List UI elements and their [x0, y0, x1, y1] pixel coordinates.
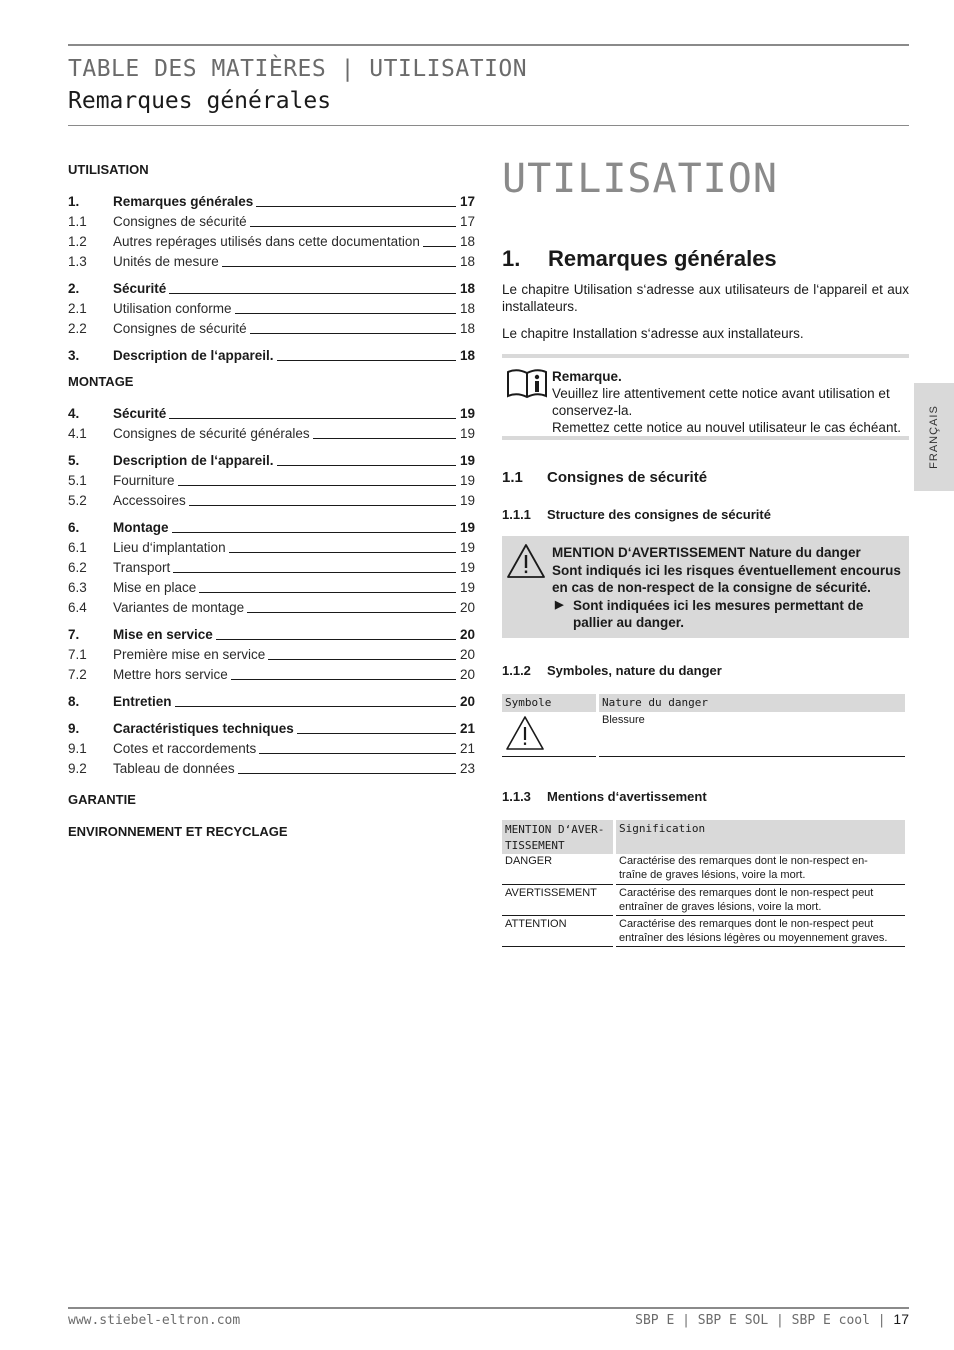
toc-entry-label: Utilisation conforme	[113, 301, 232, 316]
toc-leader-line	[268, 659, 456, 660]
toc-entry-label: Première mise en service	[113, 647, 266, 662]
table-header-text: MENTION D‘AVER-	[505, 823, 605, 836]
toc-entry-page: 19	[459, 520, 475, 535]
meaning-line: Caractérise des remarques dont le non-respect peut	[619, 887, 874, 899]
note-line-1: Veuillez lire attentivement cette notice avant utilisation et conservez-la.	[552, 386, 890, 418]
toc-entry-label: Mise en service	[113, 627, 213, 642]
toc-entry-page: 23	[459, 761, 475, 776]
toc-entry-label: Sécurité	[113, 406, 167, 421]
subsubsection-heading-mentions	[502, 789, 707, 804]
subsubsection-title: Symboles, nature du danger	[547, 663, 722, 678]
warning-description: Sont indiqués ici les risques éventuellement encourus en cas de non-respect de la consigne de sécurité.	[552, 562, 901, 595]
toc-entry[interactable]	[68, 449, 475, 469]
toc-entry-page: 19	[459, 580, 475, 595]
toc-entry-label: Consignes de sécurité	[113, 321, 247, 336]
toc-entry-page: 21	[459, 721, 475, 736]
toc-entry-label: Fourniture	[113, 473, 175, 488]
table-cell-meaning	[616, 918, 905, 947]
toc-section-title: GARANTIE	[68, 792, 136, 807]
toc-entry-number: 2.1	[68, 301, 87, 316]
toc-entry-number: 5.2	[68, 493, 87, 508]
toc-entry-number: 2.	[68, 281, 80, 296]
toc-entry-page: 19	[459, 426, 475, 441]
subsection-heading	[502, 469, 707, 486]
toc-section-title: UTILISATION	[68, 162, 149, 177]
toc-entry-number: 6.2	[68, 560, 87, 575]
subsubsection-number: 1.1.1	[502, 507, 531, 522]
toc-entry[interactable]	[68, 623, 475, 643]
chapter-title: UTILISATION	[502, 156, 778, 202]
warning-title: MENTION D‘AVERTISSEMENT Nature du danger	[552, 545, 861, 560]
toc-entry[interactable]	[68, 690, 475, 710]
toc-entry-page: 19	[459, 560, 475, 575]
toc-entry-number: 3.	[68, 348, 80, 363]
toc-entry[interactable]	[68, 556, 475, 576]
toc-entry-page: 19	[459, 406, 475, 421]
table-cell-meaning	[616, 855, 905, 885]
table-cell-nature: Blessure	[599, 712, 905, 757]
toc-leader-line	[216, 639, 456, 640]
toc-leader-line	[173, 572, 456, 573]
toc-section-title: MONTAGE	[68, 374, 134, 389]
toc-leader-line	[423, 246, 456, 247]
toc-entry-label: Variantes de montage	[113, 600, 245, 615]
toc-entry[interactable]	[68, 230, 475, 250]
book-info-icon	[506, 366, 548, 400]
toc-entry-page: 20	[459, 667, 475, 682]
toc-gap	[68, 509, 475, 516]
section-number: 1.	[502, 246, 521, 271]
language-tab-label: FRANÇAIS	[928, 405, 940, 469]
table-header-cell	[502, 820, 613, 854]
toc-entry-label: Caractéristiques techniques	[113, 721, 294, 736]
table-cell-term: DANGER	[502, 855, 613, 885]
toc-entry-number: 1.	[68, 194, 80, 209]
toc-gap	[68, 337, 475, 344]
toc-entry-label: Accessoires	[113, 493, 186, 508]
toc-entry[interactable]	[68, 277, 475, 297]
toc-entry-page: 18	[459, 301, 475, 316]
meaning-line: entraîner des lésions légères ou moyennement graves.	[619, 931, 888, 944]
footer-rule	[68, 1307, 909, 1309]
subsubsection-heading-symbols	[502, 663, 722, 678]
mentions-table	[502, 820, 905, 948]
toc-entry-number: 5.1	[68, 473, 87, 488]
table-header-cell: Symbole	[502, 694, 596, 712]
toc-entry[interactable]	[68, 469, 475, 489]
toc-entry[interactable]	[68, 210, 475, 230]
toc-entry-page: 20	[459, 600, 475, 615]
section-title: Remarques générales	[548, 246, 777, 271]
toc-entry-label: Description de l‘appareil.	[113, 348, 274, 363]
toc-leader-line	[169, 293, 456, 294]
table-cell-term: ATTENTION	[502, 918, 613, 947]
toc-entry[interactable]	[68, 402, 475, 422]
toc-entry-number: 8.	[68, 694, 80, 709]
toc-leader-line	[172, 532, 457, 533]
toc-entry[interactable]	[68, 596, 475, 616]
intro-paragraph-2: Le chapitre Installation s‘adresse aux installateurs.	[502, 326, 804, 341]
toc-entry-page: 18	[459, 254, 475, 269]
subsubsection-number: 1.1.2	[502, 663, 531, 678]
toc-leader-line	[297, 733, 456, 734]
warning-text	[552, 544, 906, 632]
toc-entry[interactable]	[68, 536, 475, 556]
toc-entry-number: 5.	[68, 453, 80, 468]
toc-entry-label: Entretien	[113, 694, 172, 709]
toc-entry[interactable]	[68, 663, 475, 683]
toc-leader-line	[229, 552, 456, 553]
toc-entry-page: 18	[459, 234, 475, 249]
table-header-cell: Signification	[616, 820, 905, 854]
toc-leader-line	[259, 753, 456, 754]
toc-entry-page: 20	[459, 647, 475, 662]
toc-leader-line	[189, 505, 456, 506]
toc-entry-number: 4.1	[68, 426, 87, 441]
toc-entry-page: 18	[459, 348, 475, 363]
subsection-number: 1.1	[502, 469, 523, 486]
note-text	[552, 368, 905, 436]
toc-entry-number: 1.2	[68, 234, 87, 249]
toc-entry[interactable]	[68, 717, 475, 737]
toc-gap	[68, 616, 475, 623]
subsubsection-number: 1.1.3	[502, 789, 531, 804]
toc-entry-label: Mettre hors service	[113, 667, 228, 682]
toc-gap	[68, 442, 475, 449]
subsubsection-heading-structure	[502, 507, 771, 522]
toc-entry-label: Transport	[113, 560, 171, 575]
toc-entry-label: Mise en place	[113, 580, 197, 595]
warning-triangle-icon	[506, 542, 546, 580]
toc-leader-line	[222, 266, 456, 267]
warning-bullet	[552, 597, 906, 632]
toc-entry-page: 18	[459, 281, 475, 296]
header-chapter: TABLE DES MATIÈRES | UTILISATION	[68, 56, 528, 82]
toc-entry-number: 6.4	[68, 600, 87, 615]
note-line-2: Remettez cette notice au nouvel utilisateur le cas échéant.	[552, 420, 901, 435]
toc-entry-page: 17	[459, 194, 475, 209]
toc-entry[interactable]	[68, 422, 475, 442]
toc-entry-number: 7.1	[68, 647, 87, 662]
toc-entry-number: 6.	[68, 520, 80, 535]
intro-paragraph-1: Le chapitre Utilisation s‘adresse aux utilisateurs de l‘appareil et aux installateurs.	[502, 282, 909, 314]
subsection-title: Consignes de sécurité	[547, 469, 708, 486]
toc-leader-line	[169, 418, 456, 419]
toc-leader-line	[178, 485, 456, 486]
toc-entry-number: 9.2	[68, 761, 87, 776]
language-tab	[914, 383, 954, 491]
toc-entry-number: 6.1	[68, 540, 87, 555]
toc-leader-line	[250, 226, 456, 227]
toc-entry[interactable]	[68, 516, 475, 536]
footer-page-number: 17	[893, 1311, 909, 1327]
toc-entry-label: Consignes de sécurité générales	[113, 426, 310, 441]
toc-entry-number: 6.3	[68, 580, 87, 595]
note-box	[502, 354, 909, 440]
toc-entry-number: 1.3	[68, 254, 87, 269]
footer-website: www.stiebel-eltron.com	[68, 1313, 241, 1328]
toc-entry-label: Description de l‘appareil.	[113, 453, 274, 468]
subsubsection-title: Mentions d‘avertissement	[547, 789, 707, 804]
toc-entry-label: Tableau de données	[113, 761, 235, 776]
toc-entry-page: 20	[459, 627, 475, 642]
toc-entry[interactable]	[68, 190, 475, 210]
toc-entry[interactable]	[68, 344, 475, 364]
table-cell-meaning	[616, 887, 905, 916]
toc-entry-number: 2.2	[68, 321, 87, 336]
header-rule-bottom	[68, 125, 909, 126]
toc-entry-label: Unités de mesure	[113, 254, 219, 269]
warning-box	[502, 536, 909, 638]
toc-gap	[68, 683, 475, 690]
toc-leader-line	[199, 592, 456, 593]
toc-leader-line	[235, 313, 456, 314]
toc-entry[interactable]	[68, 576, 475, 596]
symbols-table	[502, 694, 905, 758]
footer-models	[635, 1311, 909, 1328]
toc-entry-label: Remarques générales	[113, 194, 254, 209]
table-header-text: TISSEMENT	[505, 839, 565, 852]
toc-entry-page: 18	[459, 321, 475, 336]
toc-leader-line	[247, 612, 456, 613]
table-cell-symbol	[502, 712, 596, 757]
toc-entry-page: 20	[459, 694, 475, 709]
toc-entry[interactable]	[68, 737, 475, 757]
toc-leader-line	[256, 206, 456, 207]
toc-entry-number: 7.	[68, 627, 80, 642]
toc-entry-number: 9.	[68, 721, 80, 736]
toc-section-title: ENVIRONNEMENT ET RECYCLAGE	[68, 824, 288, 839]
toc-entry-label: Sécurité	[113, 281, 167, 296]
toc-entry-label: Cotes et raccordements	[113, 741, 257, 756]
toc-entry-page: 19	[459, 493, 475, 508]
warning-bullet-text: Sont indiquées ici les mesures permettant de pallier au danger.	[573, 597, 864, 630]
toc-entry-number: 7.2	[68, 667, 87, 682]
table-of-contents	[68, 162, 475, 852]
header-section: Remarques générales	[68, 88, 332, 114]
toc-entry-page: 19	[459, 540, 475, 555]
footer-models-text: SBP E | SBP E SOL | SBP E cool |	[635, 1313, 886, 1328]
toc-leader-line	[277, 360, 456, 361]
toc-gap	[68, 270, 475, 277]
toc-entry-page: 19	[459, 473, 475, 488]
toc-entry-label: Consignes de sécurité	[113, 214, 247, 229]
toc-entry-number: 4.	[68, 406, 80, 421]
table-header-cell: Nature du danger	[599, 694, 905, 712]
toc-leader-line	[277, 465, 456, 466]
toc-leader-line	[250, 333, 456, 334]
toc-entry[interactable]	[68, 489, 475, 509]
meaning-line: Caractérise des remarques dont le non-respect en-	[619, 855, 868, 867]
toc-leader-line	[238, 773, 456, 774]
toc-entry[interactable]	[68, 757, 475, 777]
arrow-right-icon: ▶	[555, 598, 564, 611]
toc-entry[interactable]	[68, 643, 475, 663]
toc-entry-label: Montage	[113, 520, 169, 535]
toc-entry[interactable]	[68, 297, 475, 317]
toc-leader-line	[313, 438, 456, 439]
toc-entry-number: 1.1	[68, 214, 87, 229]
toc-entry-label: Autres repérages utilisés dans cette documentation	[113, 234, 420, 249]
toc-entry[interactable]	[68, 317, 475, 337]
table-cell-term: AVERTISSEMENT	[502, 887, 613, 916]
toc-entry-number: 9.1	[68, 741, 87, 756]
meaning-line: entraîner de graves lésions, voire la mort.	[619, 900, 822, 913]
toc-entry-page: 21	[459, 741, 475, 756]
toc-leader-line	[231, 679, 456, 680]
meaning-line: traîne de graves lésions, voire la mort.	[619, 868, 806, 881]
note-title: Remarque.	[552, 369, 622, 384]
toc-entry[interactable]	[68, 250, 475, 270]
meaning-line: Caractérise des remarques dont le non-respect peut	[619, 918, 874, 930]
warning-triangle-icon	[505, 714, 545, 752]
toc-entry-page: 17	[459, 214, 475, 229]
toc-leader-line	[175, 706, 456, 707]
header-rule-top	[68, 44, 909, 46]
toc-entry-page: 19	[459, 453, 475, 468]
section-heading	[502, 246, 777, 272]
subsubsection-title: Structure des consignes de sécurité	[547, 507, 771, 522]
toc-entry-label: Lieu d‘implantation	[113, 540, 226, 555]
toc-gap	[68, 710, 475, 717]
